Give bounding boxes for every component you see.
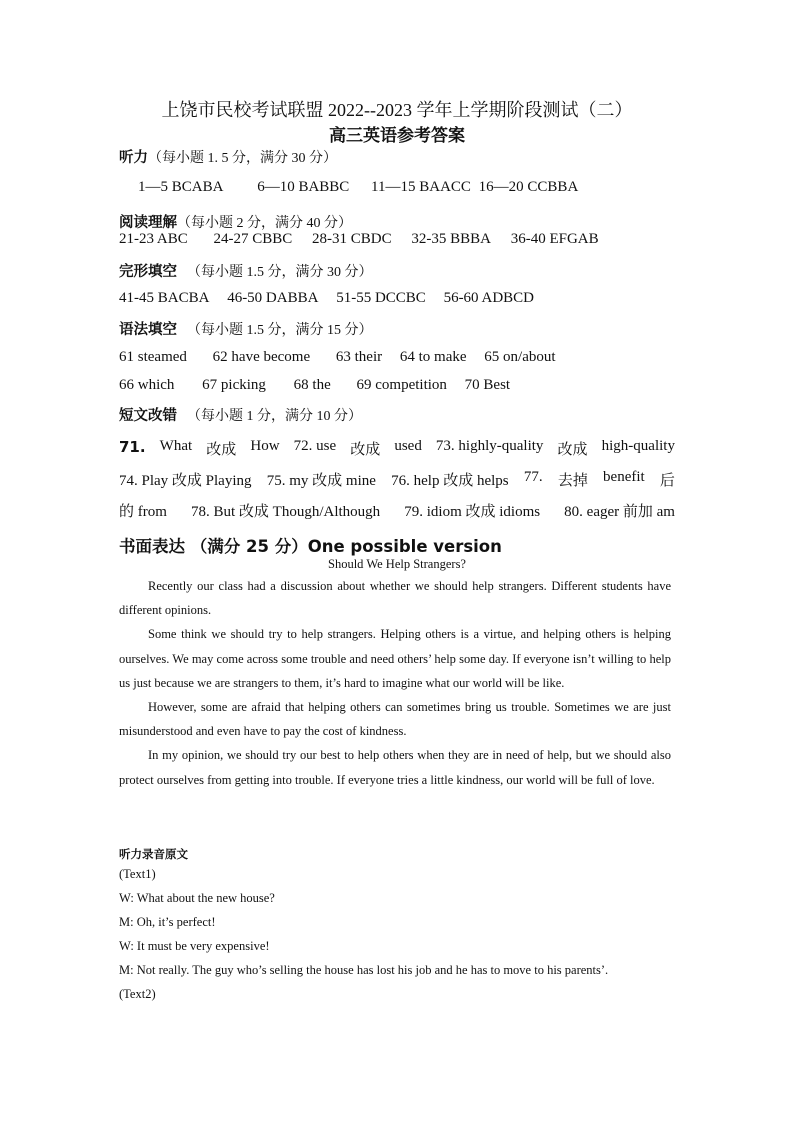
answer-item: 62 have become	[212, 349, 311, 365]
grammar-answers-row-2	[119, 377, 510, 394]
listening-heading-label: 听力	[119, 150, 148, 166]
correction-item: 76. help 改成 helps	[391, 473, 509, 489]
correction-item: benefit	[603, 469, 645, 485]
essay-body	[119, 574, 671, 792]
answer-item: 64 to make	[399, 349, 467, 365]
correction-item: 78. But 改成 Though/Although	[191, 504, 381, 520]
answer-group: 32-35 BBBA	[411, 231, 491, 247]
correction-item: 后	[659, 473, 675, 489]
reading-heading	[119, 211, 352, 232]
essay-paragraph: However, some are afraid that helping others can sometimes bring us trouble. Sometimes we are just misunderstood and even have to pay the cost of kindness.	[119, 700, 671, 739]
correction-word: How	[250, 438, 280, 454]
correction-item: 79. idiom 改成 idioms	[404, 504, 541, 520]
writing-heading: 书面表达 （满分 25 分）One possible version	[119, 537, 502, 556]
answer-item: 70 Best	[464, 377, 511, 393]
answer-item: 63 their	[335, 349, 383, 365]
cloze-score-note: （每小题 1.5 分，满分 30 分）	[187, 265, 373, 280]
answer-group: 1—5 BCABA	[138, 179, 224, 195]
transcript-line: W: What about the new house?	[119, 891, 275, 905]
transcript-heading: 听力录音原文	[119, 847, 188, 861]
answer-item: 65 on/about	[484, 349, 556, 365]
grammar-heading	[119, 318, 373, 339]
transcript-line: M: Oh, it’s perfect!	[119, 915, 216, 929]
correction-word: 72. use	[293, 438, 337, 454]
reading-heading-label: 阅读理解	[119, 215, 177, 231]
correction-word: high-quality	[601, 438, 675, 454]
correction-item: 77.	[523, 469, 543, 485]
answer-group: 11—15 BAACC	[371, 179, 471, 195]
grammar-heading-label: 语法填空	[119, 322, 177, 338]
answer-item: 61 steamed	[119, 349, 187, 365]
cloze-heading-label: 完形填空	[119, 264, 177, 280]
correction-line-1	[119, 438, 675, 459]
essay-paragraph: Recently our class had a discussion about whether we should help strangers. Different students have different opinions.	[119, 579, 671, 618]
correction-score-note: （每小题 1 分，满分 10 分）	[187, 409, 362, 424]
essay-paragraph: Some think we should try to help strangers. Helping others is a virtue, and helping others is helping ourselves. We may come across some trouble and need others’ help some day. If everyone isn’t willing to help us just because we are strangers to them, it’s hard to imagine what our world will be like.	[119, 627, 671, 690]
transcript-line: W: It must be very expensive!	[119, 939, 270, 953]
correction-item: 的 from	[119, 504, 167, 520]
answer-group: 41-45 BACBA	[119, 290, 210, 306]
answer-group: 21-23 ABC	[119, 231, 188, 247]
answer-item: 68 the	[293, 377, 331, 393]
correction-item: 74. Play 改成 Playing	[119, 473, 252, 489]
answer-group: 51-55 DCCBC	[336, 290, 426, 306]
answer-item: 69 competition	[356, 377, 447, 393]
answer-group: 16—20 CCBBA	[478, 179, 579, 195]
essay-paragraph: In my opinion, we should try our best to help others when they are in need of help, but we should also protect ourselves from getting into trouble. If everyone tries a little kindness, our world will be full of love.	[119, 748, 671, 787]
correction-item: 80. eager 前加 am	[564, 504, 675, 520]
correction-word: used	[394, 438, 422, 454]
cloze-heading	[119, 260, 373, 281]
page-subtitle: 高三英语参考答案	[329, 126, 465, 146]
transcript-line: (Text1)	[119, 867, 156, 881]
correction-heading	[119, 404, 362, 425]
listening-answers	[138, 179, 578, 196]
correction-line-2	[119, 469, 675, 490]
answer-group: 56-60 ADBCD	[443, 290, 534, 306]
transcript-line: M: Not really. The guy who’s selling the house has lost his job and he has to move to his parents’.	[119, 963, 609, 977]
cloze-answers	[119, 290, 534, 307]
answer-group: 28-31 CBDC	[312, 231, 392, 247]
correction-heading-label: 短文改错	[119, 408, 177, 424]
correction-number: 71.	[119, 438, 146, 456]
correction-word: 改成	[350, 442, 381, 458]
reading-answers	[119, 231, 599, 248]
listening-heading	[119, 146, 337, 167]
correction-word: 73. highly-quality	[435, 438, 544, 454]
correction-word: 改成	[206, 442, 237, 458]
answer-group: 24-27 CBBC	[213, 231, 293, 247]
correction-word: 改成	[557, 442, 588, 458]
reading-score-note: （每小题 2 分，满分 40 分）	[177, 216, 352, 231]
answer-group: 36-40 EFGAB	[510, 231, 599, 247]
answer-group: 46-50 DABBA	[227, 290, 319, 306]
answer-group: 6—10 BABBC	[257, 179, 350, 195]
correction-line-3	[119, 500, 675, 521]
correction-item: 去掉	[557, 473, 588, 489]
transcript-line: (Text2)	[119, 987, 156, 1001]
page-title: 上饶市民校考试联盟 2022--2023 学年上学期阶段测试（二）	[161, 100, 633, 120]
correction-item: 75. my 改成 mine	[266, 473, 376, 489]
grammar-answers-row-1	[119, 349, 556, 366]
essay-title: Should We Help Strangers?	[328, 557, 466, 571]
correction-word: What	[159, 438, 193, 454]
listening-score-note: （每小题 1. 5 分，满分 30 分）	[148, 151, 337, 166]
answer-item: 67 picking	[202, 377, 266, 393]
answer-item: 66 which	[119, 377, 175, 393]
grammar-score-note: （每小题 1.5 分，满分 15 分）	[187, 323, 373, 338]
